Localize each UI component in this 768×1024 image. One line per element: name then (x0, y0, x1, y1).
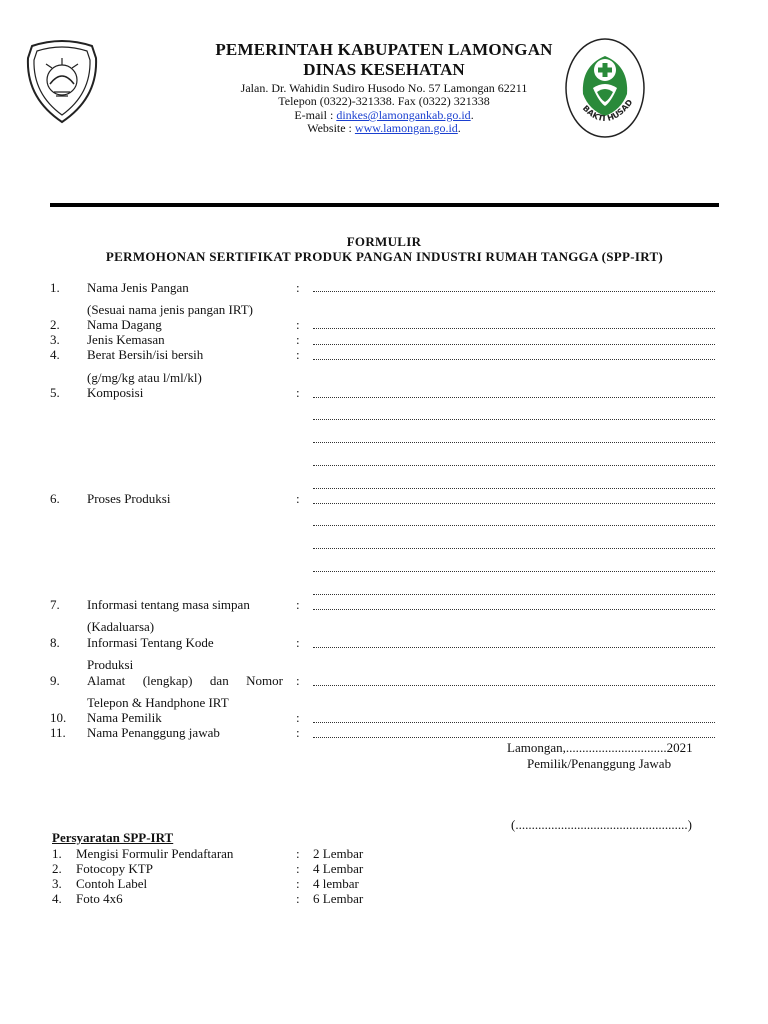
field-input-komposisi[interactable] (313, 465, 715, 466)
field-number: 6. (50, 491, 60, 506)
field-input-nama-jenis-pangan[interactable] (313, 291, 715, 292)
field-label-word: (lengkap) (142, 673, 193, 688)
header-phone: Telepon (0322)-321338. Fax (0322) 321338 (278, 94, 490, 108)
field-label-nama-jenis-pangan: Nama Jenis Pangan (87, 280, 189, 295)
requirement-colon: : (296, 891, 300, 906)
header-divider (50, 203, 719, 207)
field-label-jenis-kemasan: Jenis Kemasan (87, 332, 165, 347)
field-number: 2. (50, 317, 60, 332)
field-input-komposisi[interactable] (313, 442, 715, 443)
field-label-word: Alamat (87, 673, 126, 688)
field-number: 3. (50, 332, 60, 347)
field-colon: : (296, 725, 300, 740)
requirements-title: Persyaratan SPP-IRT (52, 830, 174, 845)
requirement-value: 2 Lembar (313, 846, 364, 861)
field-number: 1. (50, 280, 60, 295)
header-government-name: PEMERINTAH KABUPATEN LAMONGAN (215, 40, 553, 59)
header-website-link[interactable]: www.lamongan.go.id (354, 121, 458, 135)
requirement-label: Mengisi Formulir Pendaftaran (76, 846, 234, 861)
requirement-value: 4 Lembar (313, 861, 364, 876)
field-input-kode-produksi[interactable] (313, 647, 715, 648)
signature-role: Pemilik/Penanggung Jawab (527, 756, 672, 771)
field-label-berat-bersih: Berat Bersih/isi bersih (87, 347, 204, 362)
requirement-label: Foto 4x6 (76, 891, 123, 906)
field-input-proses-produksi[interactable] (313, 571, 715, 572)
field-label-proses-produksi: Proses Produksi (87, 491, 171, 506)
field-input-masa-simpan[interactable] (313, 609, 715, 610)
form-title: FORMULIR (346, 234, 422, 249)
field-input-komposisi[interactable] (313, 397, 715, 398)
field-input-berat-bersih[interactable] (313, 359, 715, 360)
form-subtitle: PERMOHONAN SERTIFIKAT PRODUK PANGAN INDUSTRI RUMAH TANGGA (SPP-IRT) (105, 249, 664, 264)
field-number: 9. (50, 673, 60, 688)
field-colon: : (296, 710, 300, 725)
field-number: 4. (50, 347, 60, 362)
field-colon: : (296, 280, 300, 295)
field-input-jenis-kemasan[interactable] (313, 344, 715, 345)
field-colon: : (296, 385, 300, 400)
field-colon: : (296, 317, 300, 332)
field-number: 11. (50, 725, 66, 740)
signature-place-date: Lamongan,...............................2021 (507, 740, 693, 755)
field-label-kode-produksi: Informasi Tentang Kode (87, 635, 214, 650)
field-input-penanggung-jawab[interactable] (313, 737, 715, 738)
field-sublabel: (Sesuai nama jenis pangan IRT) (87, 302, 254, 317)
field-label-nama-pemilik: Nama Pemilik (87, 710, 162, 725)
field-input-komposisi[interactable] (313, 419, 715, 420)
requirement-label: Fotocopy KTP (76, 861, 153, 876)
field-colon: : (296, 347, 300, 362)
field-label-nama-dagang: Nama Dagang (87, 317, 162, 332)
logo-caption: BAKTI HUSAD (580, 97, 635, 124)
field-colon: : (296, 597, 300, 612)
field-input-nama-dagang[interactable] (313, 328, 715, 329)
header-department-name: DINAS KESEHATAN (303, 60, 465, 79)
field-number: 8. (50, 635, 60, 650)
header-address: Jalan. Dr. Wahidin Sudiro Husodo No. 57 Lamongan 62211 (240, 81, 528, 95)
header-website-line: Website : www.lamongan.go.id. (307, 121, 461, 135)
requirement-colon: : (296, 861, 300, 876)
bakti-husada-logo (563, 36, 647, 140)
header-email-link[interactable]: dinkes@lamongankab.go.id (336, 108, 471, 122)
requirement-value: 4 lembar (313, 876, 359, 891)
requirement-value: 6 Lembar (313, 891, 364, 906)
field-input-komposisi[interactable] (313, 488, 715, 489)
field-label-penanggung-jawab: Nama Penanggung jawab (87, 725, 220, 740)
field-label-alamat (87, 673, 283, 689)
requirement-colon: : (296, 846, 300, 861)
field-number: 10. (50, 710, 67, 725)
field-input-proses-produksi[interactable] (313, 548, 715, 549)
field-input-proses-produksi[interactable] (313, 525, 715, 526)
field-input-nama-pemilik[interactable] (313, 722, 715, 723)
field-sublabel: (Kadaluarsa) (87, 619, 155, 634)
requirement-label: Contoh Label (76, 876, 148, 891)
field-number: 7. (50, 597, 60, 612)
requirement-number: 4. (52, 891, 62, 906)
field-input-alamat[interactable] (313, 685, 715, 686)
header-email-line: E-mail : dinkes@lamongankab.go.id. (294, 108, 474, 122)
field-colon: : (296, 673, 300, 688)
requirement-number: 3. (52, 876, 62, 891)
header-website-label: Website : (307, 121, 355, 135)
field-colon: : (296, 635, 300, 650)
field-sublabel: Telepon & Handphone IRT (87, 695, 229, 710)
field-label-word: Nomor (246, 673, 283, 688)
field-label-word: dan (209, 673, 229, 688)
field-input-proses-produksi[interactable] (313, 503, 715, 504)
field-colon: : (296, 332, 300, 347)
header-email-label: E-mail : (294, 108, 337, 122)
field-input-proses-produksi[interactable] (313, 594, 715, 595)
field-number: 5. (50, 385, 60, 400)
requirement-number: 2. (52, 861, 62, 876)
field-label-komposisi: Komposisi (87, 385, 144, 400)
field-sublabel: (g/mg/kg atau l/ml/kl) (87, 370, 202, 385)
requirement-number: 1. (52, 846, 62, 861)
requirement-colon: : (296, 876, 300, 891)
field-colon: : (296, 491, 300, 506)
field-label-masa-simpan: Informasi tentang masa simpan (87, 597, 250, 612)
field-sublabel: Produksi (87, 657, 134, 672)
signature-name-line[interactable]: (.....................................................) (511, 817, 692, 832)
